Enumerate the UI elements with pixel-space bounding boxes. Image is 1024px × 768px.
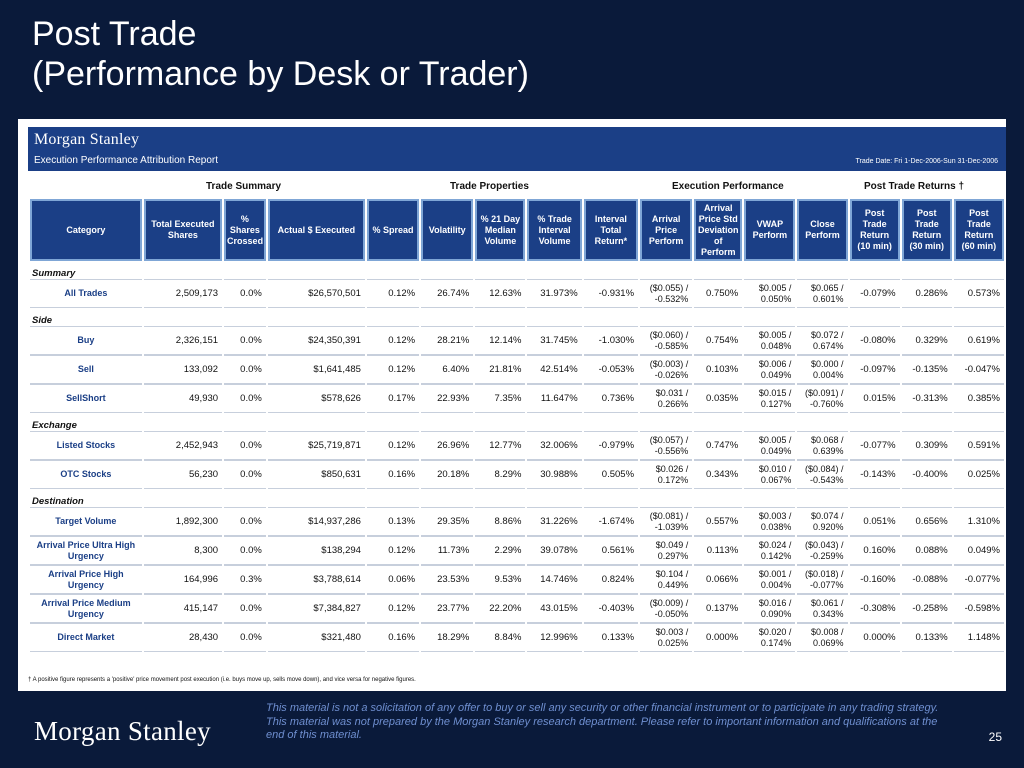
bottom-logo: Morgan Stanley (34, 716, 211, 746)
table-cell: $0.005 / 0.048% (744, 326, 795, 355)
table-cell: ($0.057) / -0.556% (640, 431, 692, 460)
slide-title-line1: Post Trade (32, 15, 197, 53)
table-body (30, 261, 1004, 652)
table-cell: 0.137% (694, 594, 742, 623)
column-header: Arrival Price Std Deviation of Perform (694, 199, 742, 261)
column-header: % Shares Crossed (224, 199, 266, 261)
column-groups (28, 175, 1006, 199)
table-cell: -0.077% (954, 565, 1004, 594)
column-header: Arrival Price Perform (640, 199, 692, 261)
table-cell: 0.591% (954, 431, 1004, 460)
table-cell: $0.005 / 0.049% (744, 431, 795, 460)
table-cell: 0.051% (850, 507, 900, 536)
table-cell: 0.0% (224, 536, 266, 565)
table-cell: 12.14% (475, 326, 525, 355)
table-cell: 2,509,173 (144, 279, 222, 308)
table-cell: 26.96% (421, 431, 473, 460)
row-category: Arrival Price Medium Urgency (30, 594, 142, 623)
table-cell: 31.973% (527, 279, 581, 308)
table-row (30, 594, 1004, 623)
table-cell: $0.006 / 0.049% (744, 355, 795, 384)
table-cell: 0.17% (367, 384, 419, 413)
table-cell: 1.148% (954, 623, 1004, 652)
table-cell: $7,384,827 (268, 594, 365, 623)
table-cell: 8.86% (475, 507, 525, 536)
table-cell: $0.104 / 0.449% (640, 565, 692, 594)
trade-date: Trade Date: Fri 1-Dec-2006-Sun 31-Dec-2006 (855, 158, 998, 165)
table-cell: $0.005 / 0.050% (744, 279, 795, 308)
column-header: % Trade Interval Volume (527, 199, 581, 261)
table-row (30, 460, 1004, 489)
section-label: Side (30, 308, 1004, 326)
table-cell: 0.736% (584, 384, 638, 413)
table-cell: 415,147 (144, 594, 222, 623)
table-cell: 0.0% (224, 507, 266, 536)
table-cell: ($0.009) / -0.050% (640, 594, 692, 623)
table-cell: 49,930 (144, 384, 222, 413)
table-cell: -0.400% (902, 460, 952, 489)
table-cell: 39.078% (527, 536, 581, 565)
table-cell: 0.06% (367, 565, 419, 594)
table-cell: 0.3% (224, 565, 266, 594)
table-cell: 0.329% (902, 326, 952, 355)
table-row (30, 536, 1004, 565)
table-cell: 32.006% (527, 431, 581, 460)
table-cell: 0.747% (694, 431, 742, 460)
table-cell: -0.077% (850, 431, 900, 460)
column-header: % Spread (367, 199, 419, 261)
table-cell: 0.025% (954, 460, 1004, 489)
table-cell: 0.16% (367, 460, 419, 489)
page-number: 25 (988, 730, 1002, 744)
table-row (30, 507, 1004, 536)
table-cell: 0.000% (694, 623, 742, 652)
table-cell: 0.619% (954, 326, 1004, 355)
report-header (28, 127, 1006, 171)
table-cell: $0.015 / 0.127% (744, 384, 795, 413)
table-cell: 0.133% (584, 623, 638, 652)
table-cell: ($0.084) / -0.543% (797, 460, 847, 489)
table-cell: $1,641,485 (268, 355, 365, 384)
table-cell: -0.080% (850, 326, 900, 355)
table-cell: 0.12% (367, 326, 419, 355)
table-cell: 0.160% (850, 536, 900, 565)
table-cell: -0.160% (850, 565, 900, 594)
table-row (30, 279, 1004, 308)
column-header: Post Trade Return (60 min) (954, 199, 1004, 261)
table-cell: 12.77% (475, 431, 525, 460)
table-row (30, 623, 1004, 652)
table-cell: 11.73% (421, 536, 473, 565)
table-cell: -0.097% (850, 355, 900, 384)
table-cell: 29.35% (421, 507, 473, 536)
table-cell: 0.000% (850, 623, 900, 652)
table-cell: $321,480 (268, 623, 365, 652)
table-cell: -0.258% (902, 594, 952, 623)
table-cell: $0.020 / 0.174% (744, 623, 795, 652)
row-category: Target Volume (30, 507, 142, 536)
group-post-trade-returns: Post Trade Returns † (864, 181, 965, 192)
table-cell: 23.77% (421, 594, 473, 623)
table-cell: 0.0% (224, 431, 266, 460)
table-cell: $0.065 / 0.601% (797, 279, 847, 308)
table-cell: 0.035% (694, 384, 742, 413)
table-cell: $0.003 / 0.038% (744, 507, 795, 536)
table-cell: $0.061 / 0.343% (797, 594, 847, 623)
table-cell: -0.053% (584, 355, 638, 384)
table-cell: ($0.091) / -0.760% (797, 384, 847, 413)
row-category: Arrival Price High Urgency (30, 565, 142, 594)
table-cell: 7.35% (475, 384, 525, 413)
table-cell: -0.143% (850, 460, 900, 489)
section-header-row (30, 489, 1004, 507)
table-cell: -1.030% (584, 326, 638, 355)
table-cell: 0.12% (367, 536, 419, 565)
column-header: Category (30, 199, 142, 261)
table-cell: 2,326,151 (144, 326, 222, 355)
row-category: Arrival Price Ultra High Urgency (30, 536, 142, 565)
disclaimer: This material is not a solicitation of any offer to buy or sell any security or other financial instrument or to participate in any trading strategy. This material was not prepared by the Morgan Stanley research department. Please refer to important information and qualifications at the end of this material. (266, 702, 939, 741)
table-cell: 31.226% (527, 507, 581, 536)
table-cell: 0.088% (902, 536, 952, 565)
table-cell: 0.13% (367, 507, 419, 536)
table-cell: 0.066% (694, 565, 742, 594)
table-cell: 0.343% (694, 460, 742, 489)
row-category: SellShort (30, 384, 142, 413)
table-row (30, 431, 1004, 460)
column-header: Total Executed Shares (144, 199, 222, 261)
report-title: Execution Performance Attribution Report (34, 155, 218, 166)
table-cell: 0.103% (694, 355, 742, 384)
table-cell: 20.18% (421, 460, 473, 489)
table-cell: -0.931% (584, 279, 638, 308)
table-cell: $0.024 / 0.142% (744, 536, 795, 565)
row-category: OTC Stocks (30, 460, 142, 489)
table-cell: $0.016 / 0.090% (744, 594, 795, 623)
table-cell: 0.015% (850, 384, 900, 413)
table-cell: 0.16% (367, 623, 419, 652)
table-cell: -0.135% (902, 355, 952, 384)
table-cell: 18.29% (421, 623, 473, 652)
table-cell: $0.074 / 0.920% (797, 507, 847, 536)
table-cell: 164,996 (144, 565, 222, 594)
table-cell: 0.049% (954, 536, 1004, 565)
column-header: Post Trade Return (30 min) (902, 199, 952, 261)
table-cell: $26,570,501 (268, 279, 365, 308)
table-cell: $25,719,871 (268, 431, 365, 460)
table-row (30, 355, 1004, 384)
table-cell: 0.505% (584, 460, 638, 489)
table-cell: 43.015% (527, 594, 581, 623)
slide-title-line2: (Performance by Desk or Trader) (32, 55, 529, 93)
table-cell: -0.979% (584, 431, 638, 460)
table-cell: 0.12% (367, 594, 419, 623)
table-cell: ($0.060) / -0.585% (640, 326, 692, 355)
table-cell: 0.0% (224, 279, 266, 308)
table-cell: $0.008 / 0.069% (797, 623, 847, 652)
table-cell: 0.750% (694, 279, 742, 308)
table-cell: 0.12% (367, 355, 419, 384)
section-header-row (30, 308, 1004, 326)
row-category: Direct Market (30, 623, 142, 652)
table-row (30, 565, 1004, 594)
table-cell: $0.010 / 0.067% (744, 460, 795, 489)
footnote: † A positive figure represents a 'positive' price movement post execution (i.e. buys move up, sells move down), and vice versa for negative figures. (28, 677, 416, 683)
table-cell: $14,937,286 (268, 507, 365, 536)
table-cell: 133,092 (144, 355, 222, 384)
table-cell: 14.746% (527, 565, 581, 594)
table-cell: $0.072 / 0.674% (797, 326, 847, 355)
column-header: Post Trade Return (10 min) (850, 199, 900, 261)
table-cell: 0.573% (954, 279, 1004, 308)
table-cell: ($0.043) / -0.259% (797, 536, 847, 565)
column-header: % 21 Day Median Volume (475, 199, 525, 261)
table-cell: 11.647% (527, 384, 581, 413)
table-cell: 28,430 (144, 623, 222, 652)
table-cell: ($0.081) / -1.039% (640, 507, 692, 536)
table-cell: 1,892,300 (144, 507, 222, 536)
table-cell: 0.133% (902, 623, 952, 652)
table-cell: 42.514% (527, 355, 581, 384)
section-label: Exchange (30, 413, 1004, 431)
table-cell: -0.598% (954, 594, 1004, 623)
table-cell: 0.656% (902, 507, 952, 536)
section-header-row (30, 413, 1004, 431)
table-cell: $138,294 (268, 536, 365, 565)
table-row (30, 384, 1004, 413)
column-header: Close Perform (797, 199, 847, 261)
table-cell: 0.12% (367, 431, 419, 460)
column-header: Volatility (421, 199, 473, 261)
group-execution-performance: Execution Performance (672, 181, 784, 192)
table-cell: 0.0% (224, 594, 266, 623)
slide-title (32, 14, 529, 94)
table-cell: 8,300 (144, 536, 222, 565)
table-cell: -0.308% (850, 594, 900, 623)
table-cell: 0.824% (584, 565, 638, 594)
table-cell: 0.0% (224, 460, 266, 489)
table-cell: 9.53% (475, 565, 525, 594)
table-cell: 0.286% (902, 279, 952, 308)
table-cell: -0.079% (850, 279, 900, 308)
table-cell: -0.313% (902, 384, 952, 413)
group-trade-properties: Trade Properties (450, 181, 529, 192)
table-cell: 26.74% (421, 279, 473, 308)
table-cell: $0.026 / 0.172% (640, 460, 692, 489)
table-cell: 28.21% (421, 326, 473, 355)
table-cell: $24,350,391 (268, 326, 365, 355)
table-cell: 0.754% (694, 326, 742, 355)
row-category: Sell (30, 355, 142, 384)
column-header: VWAP Perform (744, 199, 795, 261)
table-cell: $0.001 / 0.004% (744, 565, 795, 594)
table-header-row (30, 199, 1004, 261)
table-cell: $850,631 (268, 460, 365, 489)
column-header: Interval Total Return* (584, 199, 638, 261)
table-cell: ($0.018) / -0.077% (797, 565, 847, 594)
table-cell: -1.674% (584, 507, 638, 536)
table-cell: 0.0% (224, 355, 266, 384)
row-category: All Trades (30, 279, 142, 308)
table-cell: -0.047% (954, 355, 1004, 384)
column-header: Actual $ Executed (268, 199, 365, 261)
table-cell: 0.385% (954, 384, 1004, 413)
table-cell: 0.12% (367, 279, 419, 308)
table-cell: -0.403% (584, 594, 638, 623)
table-cell: 23.53% (421, 565, 473, 594)
table-cell: 2.29% (475, 536, 525, 565)
table-cell: 0.0% (224, 326, 266, 355)
table-cell: 0.0% (224, 623, 266, 652)
table-cell: ($0.003) / -0.026% (640, 355, 692, 384)
section-header-row (30, 261, 1004, 279)
table-cell: 12.63% (475, 279, 525, 308)
section-label: Summary (30, 261, 1004, 279)
table-cell: $3,788,614 (268, 565, 365, 594)
table-cell: 0.309% (902, 431, 952, 460)
table-cell: 30.988% (527, 460, 581, 489)
table-cell: $578,626 (268, 384, 365, 413)
table-cell: 22.93% (421, 384, 473, 413)
table-cell: -0.088% (902, 565, 952, 594)
table-cell: 0.557% (694, 507, 742, 536)
table-cell: 2,452,943 (144, 431, 222, 460)
table-cell: 8.29% (475, 460, 525, 489)
table-cell: 1.310% (954, 507, 1004, 536)
table-cell: 8.84% (475, 623, 525, 652)
report-panel (18, 119, 1006, 691)
table-cell: $0.068 / 0.639% (797, 431, 847, 460)
performance-table (28, 199, 1006, 652)
table-cell: 21.81% (475, 355, 525, 384)
table-cell: 22.20% (475, 594, 525, 623)
table-cell: 0.0% (224, 384, 266, 413)
table-cell: $0.000 / 0.004% (797, 355, 847, 384)
table-cell: $0.031 / 0.266% (640, 384, 692, 413)
table-cell: 0.561% (584, 536, 638, 565)
table-cell: 0.113% (694, 536, 742, 565)
table-cell: 31.745% (527, 326, 581, 355)
table-cell: ($0.055) / -0.532% (640, 279, 692, 308)
section-label: Destination (30, 489, 1004, 507)
report-logo: Morgan Stanley (34, 131, 140, 148)
table-cell: $0.003 / 0.025% (640, 623, 692, 652)
table-row (30, 326, 1004, 355)
table-cell: 12.996% (527, 623, 581, 652)
group-trade-summary: Trade Summary (206, 181, 282, 192)
table-cell: 56,230 (144, 460, 222, 489)
table-cell: 6.40% (421, 355, 473, 384)
row-category: Buy (30, 326, 142, 355)
table-cell: $0.049 / 0.297% (640, 536, 692, 565)
row-category: Listed Stocks (30, 431, 142, 460)
